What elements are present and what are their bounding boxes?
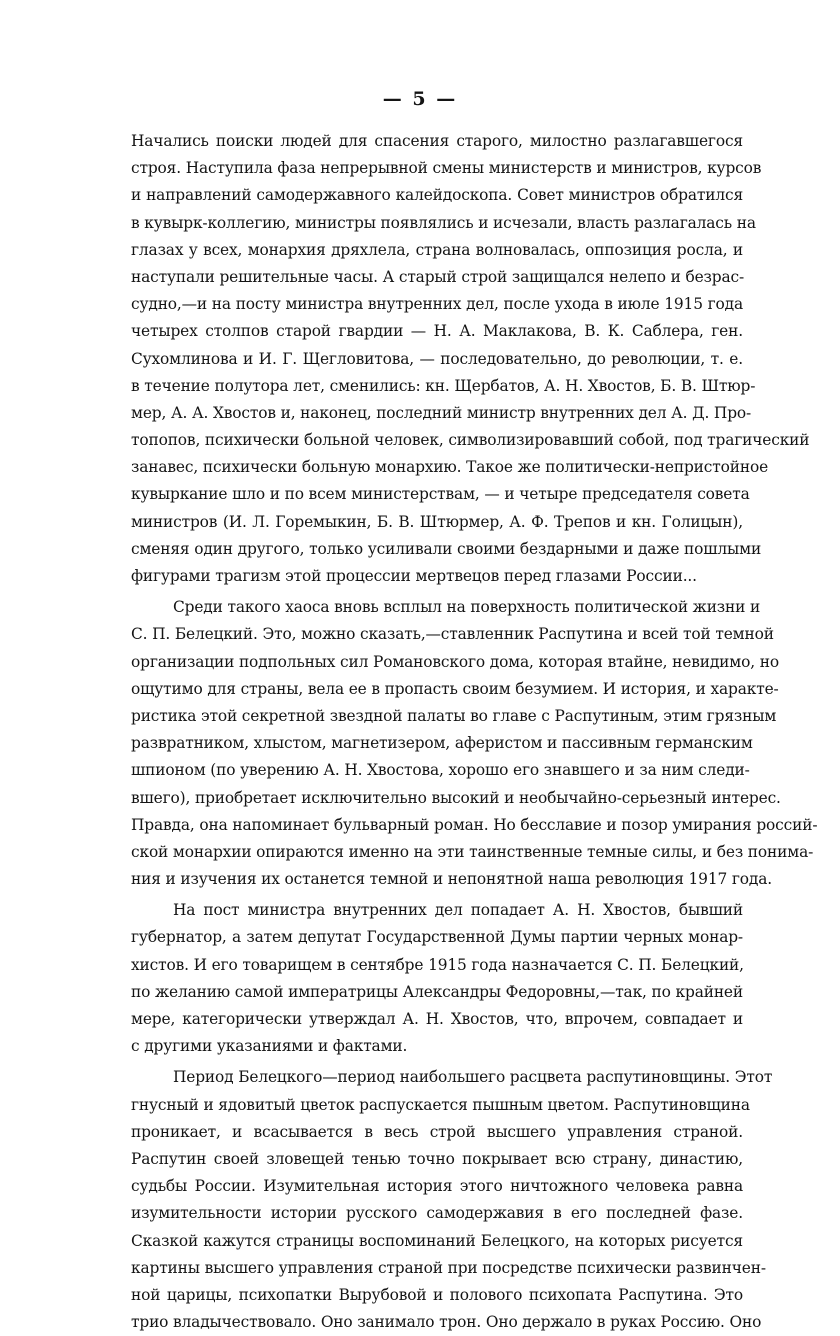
text-line: На пост министра внутренних дел попадает А. Н. Хвостов, бывший bbox=[173, 901, 743, 920]
text-line: четырех столпов старой гвардии — Н. А. Маклакова, В. К. Саблера, ген. bbox=[131, 322, 743, 341]
text-line: топопов, психически больной человек, символизировавший собой, под трагический bbox=[131, 431, 810, 450]
text-line: Среди такого хаоса вновь всплыл на поверхность политической жизни и bbox=[173, 598, 761, 617]
paragraph bbox=[131, 897, 743, 1060]
text-line: гнусный и ядовитый цветок распускается пышным цветом. Распутиновщина bbox=[131, 1095, 750, 1114]
text-line: трио владычествовало. Оно занимало трон. Оно держало в руках Россию. Оно bbox=[131, 1313, 762, 1332]
text-line: судьбы России. Изумительная история этого ничтожного человека равна bbox=[131, 1177, 743, 1196]
paragraph bbox=[131, 1064, 773, 1336]
text-line: занавес, психически больную монархию. Такое же политически-непристойное bbox=[131, 458, 769, 477]
text-line: Период Белецкого—период наибольшего расцвета распутиновщины. Этот bbox=[173, 1068, 773, 1087]
text-line: наступали решительные часы. А старый строй защищался нелепо и безрас- bbox=[131, 267, 745, 286]
text-line: кувыркание шло и по всем министерствам, — и четыре председателя совета bbox=[131, 485, 750, 504]
text-line: фигурами трагизм этой процессии мертвецов перед глазами России... bbox=[131, 567, 697, 585]
text-line: ристика этой секретной звездной палаты во главе с Распутиным, этим грязным bbox=[131, 706, 777, 725]
text-line: вшего), приобретает исключительно высокий и необычайно-серьезный интерес. bbox=[131, 788, 781, 807]
text-line: мер, А. А. Хвостов и, наконец, последний министр внутренних дел А. Д. Про- bbox=[131, 403, 752, 422]
text-line: судно,—и на посту министра внутренних дел, после ухода в июле 1915 года bbox=[131, 295, 743, 314]
text-line: проникает, и всасывается в весь строй высшего управления страной. bbox=[131, 1122, 743, 1141]
text-line: с другими указаниями и фактами. bbox=[131, 1037, 408, 1056]
text-line: сменяя один другого, только усиливали своими бездарными и даже пошлыми bbox=[131, 539, 762, 558]
text-line: ской монархии опираются именно на эти таинственные темные силы, и без понима- bbox=[131, 842, 814, 861]
text-line: С. П. Белецкий. Это, можно сказать,—ставленник Распутина и всей той темной bbox=[131, 625, 774, 644]
text-line: картины высшего управления страной при посредстве психически развинчен- bbox=[131, 1258, 766, 1277]
text-line: Сказкой кажутся страницы воспоминаний Белецкого, на которых рисуется bbox=[131, 1231, 743, 1250]
text-line: строя. Наступила фаза непрерывной смены министерств и министров, курсов bbox=[131, 159, 762, 178]
text-line: ния и изучения их останется темной и непонятной наша революция 1917 года. bbox=[131, 870, 772, 889]
text-line: в течение полутора лет, сменились: кн. Щербатов, А. Н. Хвостов, Б. В. Штюр- bbox=[131, 376, 756, 395]
text-line: изумительности истории русского самодержавия в его последней фазе. bbox=[131, 1204, 743, 1223]
page-number: — 5 — bbox=[382, 88, 458, 110]
text-line: развратником, хлыстом, магнетизером, аферистом и пассивным германским bbox=[131, 734, 753, 753]
text-line: Начались поиски людей для спасения старого, милостно разлагавшегося bbox=[131, 132, 743, 150]
text-line: Распутин своей зловещей тенью точно покрывает всю страну, династию, bbox=[131, 1149, 743, 1168]
text-line: мере, категорически утверждал А. Н. Хвостов, что, впрочем, совпадает и bbox=[131, 1010, 743, 1028]
text-line: ной царицы, психопатки Вырубовой и полового психопата Распутина. Это bbox=[131, 1285, 743, 1304]
body-text bbox=[131, 128, 818, 1336]
text-line: ощутимо для страны, вела ее в пропасть своим безумием. И история, и характе- bbox=[131, 679, 779, 698]
text-line: Сухомлинова и И. Г. Щегловитова, — последовательно, до революции, т. е. bbox=[131, 349, 743, 368]
text-line: организации подпольных сил Романовского дома, которая втайне, невидимо, но bbox=[131, 652, 779, 671]
paragraph bbox=[131, 594, 818, 893]
text-line: и направлений самодержавного калейдоскопа. Совет министров обратился bbox=[131, 186, 743, 205]
text-line: министров (И. Л. Горемыкин, Б. В. Штюрмер, А. Ф. Трепов и кн. Голицын), bbox=[131, 512, 743, 531]
paragraph bbox=[131, 128, 810, 590]
text-line: Правда, она напоминает бульварный роман. Но бесславие и позор умирания россий- bbox=[131, 815, 818, 834]
text-line: шпионом (по уверению А. Н. Хвостова, хорошо его знавшего и за ним следи- bbox=[131, 761, 750, 780]
text-line: губернатор, а затем депутат Государственной Думы партии черных монар- bbox=[131, 928, 743, 947]
text-line: хистов. И его товарищем в сентябре 1915 года назначается С. П. Белецкий, bbox=[131, 955, 744, 974]
text-line: в кувырк-коллегию, министры появлялись и исчезали, власть разлагалась на bbox=[131, 213, 756, 232]
text-line: глазах у всех, монархия дряхлела, страна волновалась, оппозиция росла, и bbox=[131, 240, 743, 259]
text-line: по желанию самой императрицы Александры Федоровны,—так, по крайней bbox=[131, 982, 743, 1001]
